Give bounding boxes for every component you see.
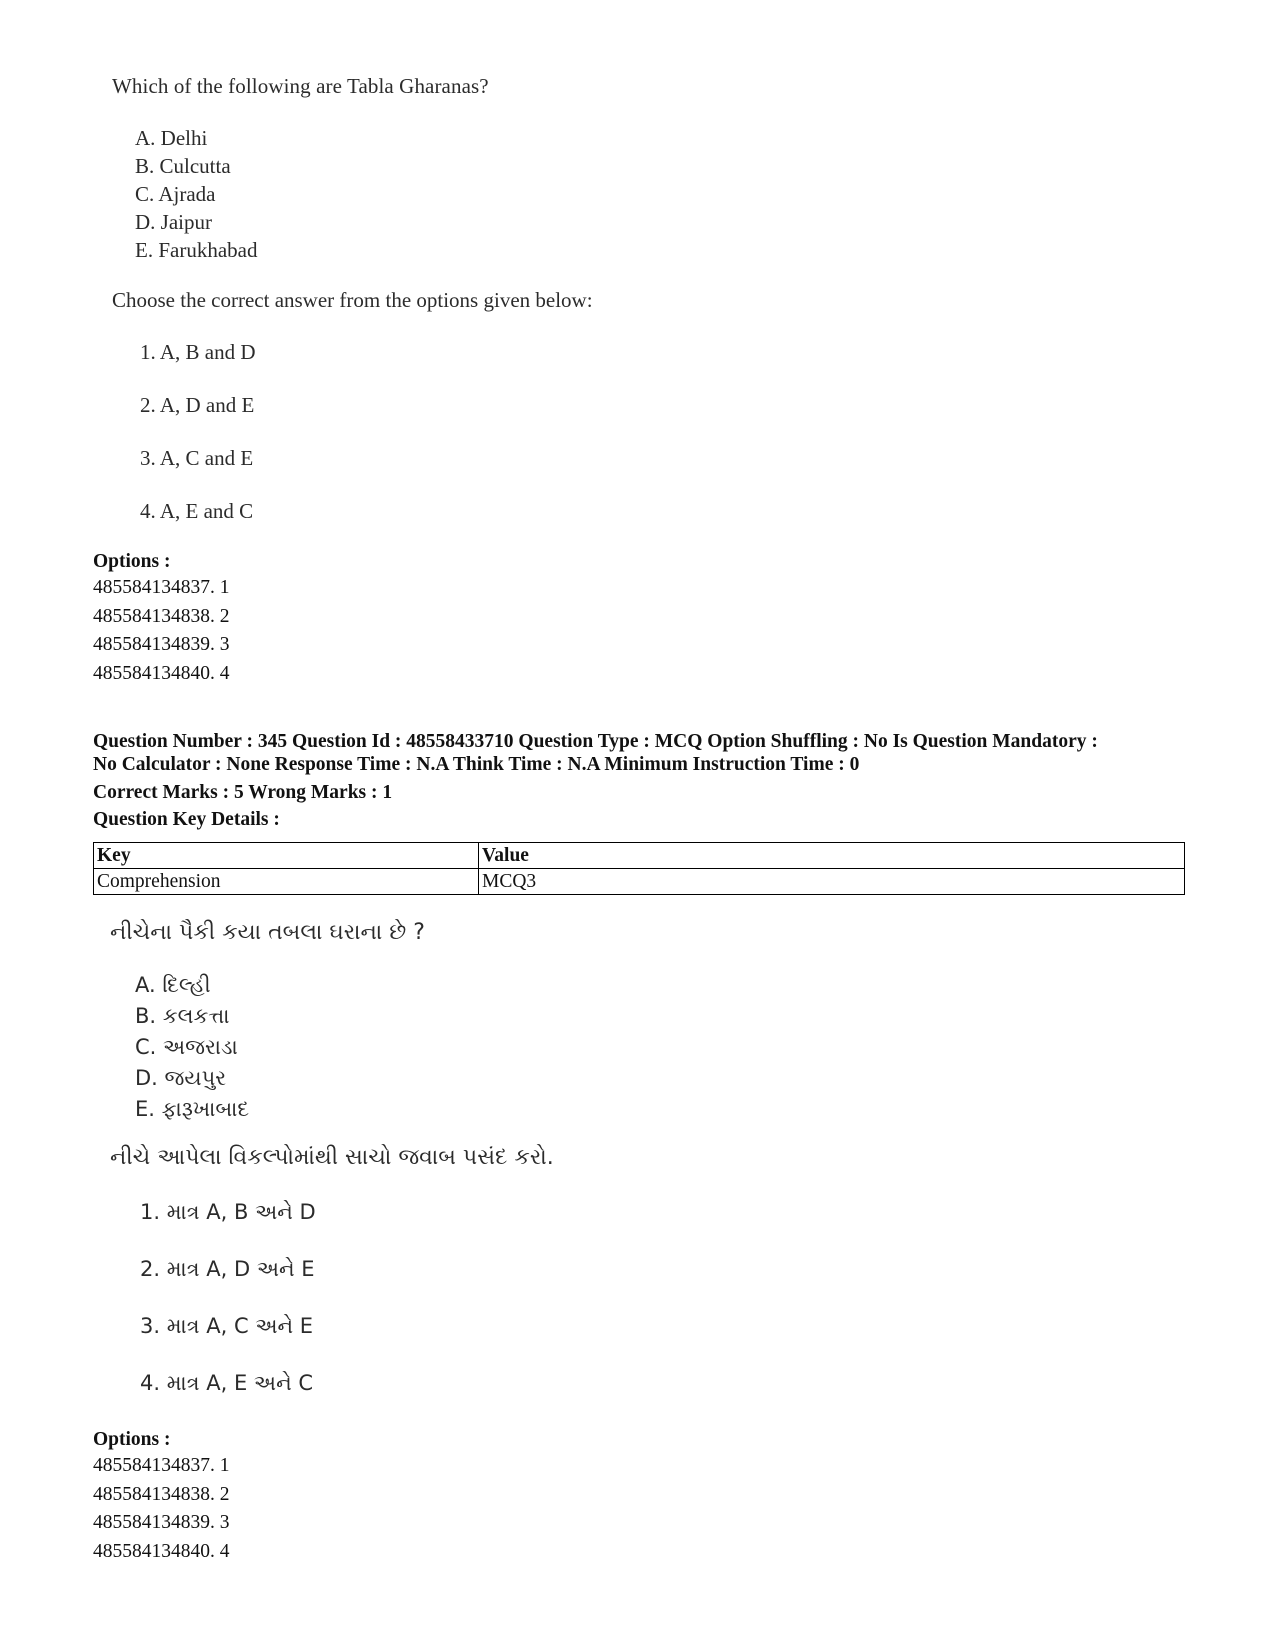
table-header-row — [94, 843, 1185, 869]
table-cell-key: Comprehension — [94, 869, 479, 895]
choice-item: E. ફારૂખાબાદ — [135, 1097, 250, 1121]
table-header-value: Value — [479, 843, 1185, 869]
table-header-key: Key — [94, 843, 479, 869]
option-item: 485584134840. 4 — [93, 662, 230, 684]
option-item: 485584134837. 1 — [93, 577, 230, 598]
question-meta-line2: No Calculator : None Response Time : N.A Think Time : N.A Minimum Instruction Time : 0 — [93, 754, 860, 775]
answer-item: 4. A, E and C — [140, 499, 254, 523]
options-list — [93, 1452, 230, 1566]
answer-item: 3. A, C and E — [140, 446, 254, 470]
choice-item: E. Farukhabad — [135, 238, 258, 262]
choice-item: D. જયપુર — [135, 1066, 227, 1090]
answer-item: 2. માત્ર A, D અને E — [140, 1257, 315, 1281]
options-label: Options : — [93, 551, 171, 572]
answer-item: 3. માત્ર A, C અને E — [140, 1314, 314, 1338]
option-item: 485584134838. 2 — [93, 1483, 230, 1505]
choice-item: C. અજરાડા — [135, 1035, 238, 1059]
question-marks: Correct Marks : 5 Wrong Marks : 1 — [93, 782, 393, 803]
choice-item: B. Culcutta — [135, 154, 231, 178]
answer-list-gu — [140, 1200, 316, 1428]
table-cell-value: MCQ3 — [479, 869, 1185, 895]
answer-item: 1. A, B and D — [140, 340, 256, 364]
key-details-table — [93, 842, 1185, 895]
answer-item: 2. A, D and E — [140, 393, 255, 417]
choice-item: A. દિલ્હી — [135, 973, 211, 997]
question-key-details-label: Question Key Details : — [93, 809, 280, 830]
instruction-text-gu: નીચે આપેલા વિકલ્પોમાંથી સાચો જવાબ પસંદ કરો. — [110, 1145, 554, 1170]
instruction-text-en: Choose the correct answer from the options given below: — [112, 288, 593, 312]
question-text-en: Which of the following are Tabla Gharanas? — [112, 74, 489, 98]
question-meta-line1: Question Number : 345 Question Id : 48558433710 Question Type : MCQ Option Shuffling : No Is Question Mandatory : — [93, 731, 1098, 752]
option-item: 485584134838. 2 — [93, 605, 230, 627]
options-list — [93, 574, 230, 688]
option-item: 485584134839. 3 — [93, 634, 230, 655]
answer-item: 1. માત્ર A, B અને D — [140, 1200, 316, 1224]
option-item: 485584134840. 4 — [93, 1540, 230, 1562]
choice-item: A. Delhi — [135, 126, 208, 150]
option-item: 485584134837. 1 — [93, 1455, 230, 1476]
options-label: Options : — [93, 1429, 171, 1450]
choice-list-gu — [135, 970, 249, 1125]
answer-list-en — [140, 340, 256, 552]
table-row — [94, 869, 1185, 895]
choice-item: C. Ajrada — [135, 182, 216, 206]
choice-list-en — [135, 124, 257, 264]
option-item: 485584134839. 3 — [93, 1512, 230, 1533]
choice-item: D. Jaipur — [135, 210, 212, 234]
choice-item: B. કલકત્તા — [135, 1004, 230, 1028]
question-text-gu: નીચેના પૈકી કયા તબલા ઘરાના છે ? — [110, 920, 425, 945]
answer-item: 4. માત્ર A, E અને C — [140, 1371, 314, 1395]
